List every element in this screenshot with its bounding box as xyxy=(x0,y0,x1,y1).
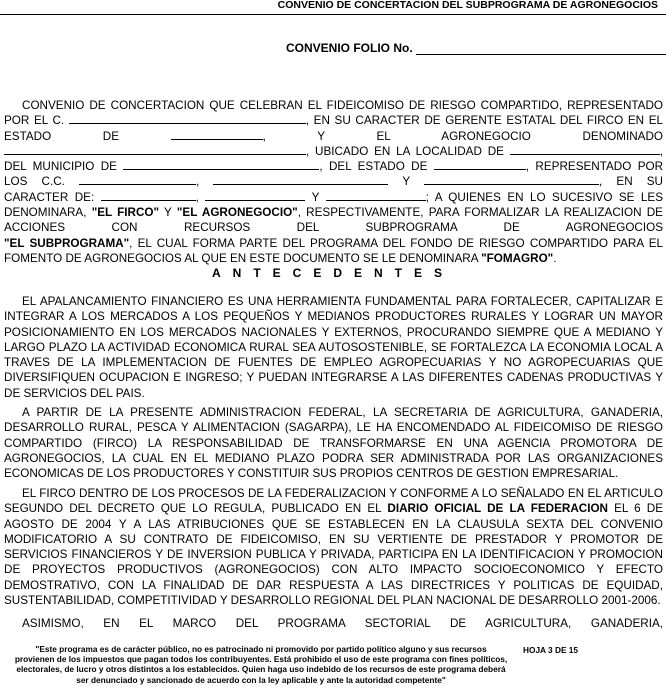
intro-paragraph xyxy=(4,98,663,266)
antecedentes-paragraph-3 xyxy=(4,486,663,608)
footer-line: provienen de los impuestos que pagan todos los contribuyentes. Está prohibido el uso de este programa con fines políticos, xyxy=(14,654,508,665)
name-blank-2 xyxy=(213,174,388,185)
intro-text: , xyxy=(195,190,199,204)
antecedentes-heading: ANTECEDENTES xyxy=(211,266,454,280)
intro-text: DEL MUNICIPIO DE xyxy=(4,160,117,174)
agronegocio-term: "EL AGRONEGOCIO" xyxy=(176,206,298,220)
intro-line xyxy=(4,129,663,144)
intro-text: , UBICADO EN LA LOCALIDAD DE xyxy=(306,144,504,158)
role-blank-3 xyxy=(326,190,426,201)
para-line: EL FIRCO DENTRO DE LOS PROCESOS DE LA FEDERALIZACION Y CONFORME A LO SEÑALADO EN EL ARTICULO xyxy=(22,487,663,500)
fomagro-term: "FOMAGRO" xyxy=(481,251,554,265)
intro-text: CARACTER DE: xyxy=(4,190,95,204)
antecedentes-paragraph-4 xyxy=(4,616,663,631)
footer-disclaimer xyxy=(6,644,516,685)
intro-line xyxy=(4,159,663,174)
intro-line xyxy=(4,205,663,220)
intro-text: , DEL ESTADO DE xyxy=(319,160,428,174)
para-line: DEMOSTRATIVO, CON LA FINALIDAD DE DAR RESPUESTA A LAS DIRECTRICES Y POLITICAS DE EQUIDAD, xyxy=(4,578,663,592)
header-title: CONVENIO DE CONCERTACION DEL SUBPROGRAMA DE AGRONEGOCIOS xyxy=(277,0,658,11)
para-line: ASIMISMO, EN EL MARCO DEL PROGRAMA SECTORIAL DE AGRICULTURA, GANADERIA, xyxy=(22,617,663,630)
intro-text: Y xyxy=(402,175,410,189)
intro-line xyxy=(4,113,663,128)
intro-line xyxy=(4,251,663,266)
intro-text: , REPRESENTADO POR xyxy=(525,160,664,174)
intro-text: , xyxy=(196,175,200,189)
intro-text: ; A QUIENES EN LO SUCESIVO SE LES xyxy=(425,190,664,204)
intro-text: ESTADO DE xyxy=(4,129,120,143)
para-line: COMPARTIDO (FIRCO) LA RESPONSABILIDAD DE TRANSFORMARSE EN UNA AGENCIA PROMOTORA DE xyxy=(4,436,663,450)
para-text: SEGUNDO DEL DECRETO QUE LO REGULA, PUBLICADO EN EL xyxy=(4,502,388,516)
state-blank-2 xyxy=(434,159,526,170)
header-rule xyxy=(0,14,666,15)
folio-blank xyxy=(416,43,666,55)
intro-text: POR EL C. xyxy=(4,114,65,128)
intro-text: , EL CUAL FORMA PARTE DEL PROGRAMA DEL FONDO DE RIESGO COMPARTIDO PARA EL xyxy=(129,236,663,250)
locality-blank xyxy=(510,144,660,155)
para-line: MODIFICATORIO A SU CONTRATO DE FIDEICOMISO, EN SU VERTIENTE DE PRESTADOR Y PROMOTOR DE xyxy=(4,532,663,546)
para-line: DIVERSIFIQUEN OCUPACION E INGRESO; Y PUEDAN INTEGRARSE A LAS DIFERENTES CADENAS PRODUCTIVAS Y xyxy=(4,371,663,385)
para-line: AGRONEGOCIOS, LA CUAL EN EL MEDIANO PLAZO PODRA SER ADMINISTRADA POR LAS ORGANIZACIONES xyxy=(4,451,663,465)
footer-line: electorales, de lucro y otros distintos a los establecidos. Quien haga uso indebido de los recursos de este programa deberá xyxy=(16,664,506,675)
para-line: TRAVES DE LA IMPLEMENTACION DE FUENTES DE EMPLEO AGROPECUARIAS Y NO AGROPECUARIAS QUE xyxy=(4,356,663,370)
para-line: EL APALANCAMIENTO FINANCIERO ES UNA HERRAMIENTA FUNDAMENTAL PARA FORTALECER, CAPITALIZAR E xyxy=(22,295,663,308)
intro-text: . xyxy=(553,251,557,265)
antecedentes-paragraph-1 xyxy=(4,294,663,401)
para-line: SERVICIOS FINANCIEROS Y DE INVERSION PUBLICA Y PRIVADA, PARTICIPA EN LA IDENTIFICACION Y PROMOCION xyxy=(4,548,663,562)
intro-line: ACCIONES CON RECURSOS DEL SUBPROGRAMA DE AGRONEGOCIOS xyxy=(4,221,663,235)
para-line: DE SERVICIOS DEL PAIS. xyxy=(4,386,145,400)
intro-text: FOMENTO DE AGRONEGOCIOS AL QUE EN ESTE DOCUMENTO SE LE DENOMINARA xyxy=(4,251,482,265)
intro-text: , xyxy=(659,144,663,158)
para-line: AGOSTO DE 2004 Y A LAS ATRIBUCIONES QUE SE ESTABLECEN EN LA CLAUSULA SEXTA DEL CONVENIO xyxy=(4,517,663,531)
para-line: INTEGRAR A LOS MERCADOS A LOS PEQUEÑOS Y MEDIANOS PRODUCTORES RURALES Y LOGRAR UN MAYOR xyxy=(4,310,663,324)
para-line: A PARTIR DE LA PRESENTE ADMINISTRACION FEDERAL, LA SECRETARIA DE AGRICULTURA, GANADERIA, xyxy=(22,406,663,419)
municipality-blank xyxy=(123,159,319,170)
name-blank-3 xyxy=(424,174,599,185)
para-line: POSICIONAMIENTO EN LOS MERCADOS NACIONALES Y EXTERNOS, PROCURANDO SIEMPRE QUE A MEDIANO Y xyxy=(4,325,663,339)
intro-line xyxy=(4,190,663,205)
page-number: HOJA 3 DE 15 xyxy=(523,645,579,655)
intro-text: LOS C.C. xyxy=(4,175,65,189)
intro-text: , RESPECTIVAMENTE, PARA FORMALIZAR LA REALIZACION DE xyxy=(297,206,663,220)
state-blank xyxy=(171,129,263,140)
para-line: ECONOMICAS DE LOS PRODUCTORES Y CONSTITUIR SUS PROPIOS CENTROS DE GESTION EMPRESARIAL. xyxy=(4,467,619,481)
firco-term: "EL FIRCO" xyxy=(91,206,160,220)
dof-term: DIARIO OFICIAL DE LA FEDERACION xyxy=(387,502,608,516)
footer-line: "Este programa es de carácter público, no es patrocinado ni promovido por partido político alguno y sus recursos xyxy=(35,644,487,654)
intro-line xyxy=(4,236,663,251)
intro-line: CONVENIO DE CONCERTACION QUE CELEBRAN EL FIDEICOMISO DE RIESGO COMPARTIDO, REPRESENTADO xyxy=(22,99,663,112)
intro-text: Y xyxy=(311,190,320,204)
para-line: DE PROYECTOS PRODUCTIVOS (AGRONEGOCIOS) CON ALTO IMPACTO SOCIOECONOMICO Y EFECTO xyxy=(4,563,663,577)
para-line: SUSTENTABILIDAD, COMPETITIVIDAD Y DESARROLLO REGIONAL DEL PLAN NACIONAL DE DESARROLLO 2001-2006. xyxy=(4,594,661,608)
para-text: EL 6 DE xyxy=(608,502,663,516)
folio-line xyxy=(286,41,666,55)
role-blank-2 xyxy=(205,190,305,201)
intro-text: , EN SU CARACTER DE GERENTE ESTATAL DEL FIRCO EN EL xyxy=(305,114,664,128)
intro-text: , EN SU xyxy=(599,175,663,189)
name-blank-1 xyxy=(79,174,196,185)
intro-line xyxy=(4,174,663,189)
role-blank-1 xyxy=(101,190,196,201)
agribusiness-name-blank xyxy=(4,144,306,155)
intro-text: DENOMINARA, xyxy=(4,206,92,220)
intro-text: , Y EL AGRONEGOCIO DENOMINADO xyxy=(262,129,664,143)
intro-line xyxy=(4,144,663,159)
page-header xyxy=(0,0,666,13)
footer-line: ser denunciado y sancionado de acuerdo con la ley aplicable y ante la autoridad competente" xyxy=(76,674,446,685)
para-line: LARGO PLAZO LA ACTIVIDAD ECONOMICA RURAL SEA AUTOSOSTENIBLE, SE FORTALEZCA LA ECONOMIA LOCAL A xyxy=(4,340,663,354)
antecedentes-paragraph-2 xyxy=(4,405,663,481)
representative-blank xyxy=(69,113,306,124)
intro-text: Y xyxy=(159,206,177,220)
para-line xyxy=(4,501,663,516)
para-line: DESARROLLO RURAL, PESCA Y ALIMENTACION (SAGARPA), LE HA ENCOMENDADO AL FIDEICOMISO DE RIESGO xyxy=(4,421,663,435)
folio-label: CONVENIO FOLIO No. xyxy=(286,41,413,55)
subprograma-term: "EL SUBPROGRAMA" xyxy=(4,236,130,250)
